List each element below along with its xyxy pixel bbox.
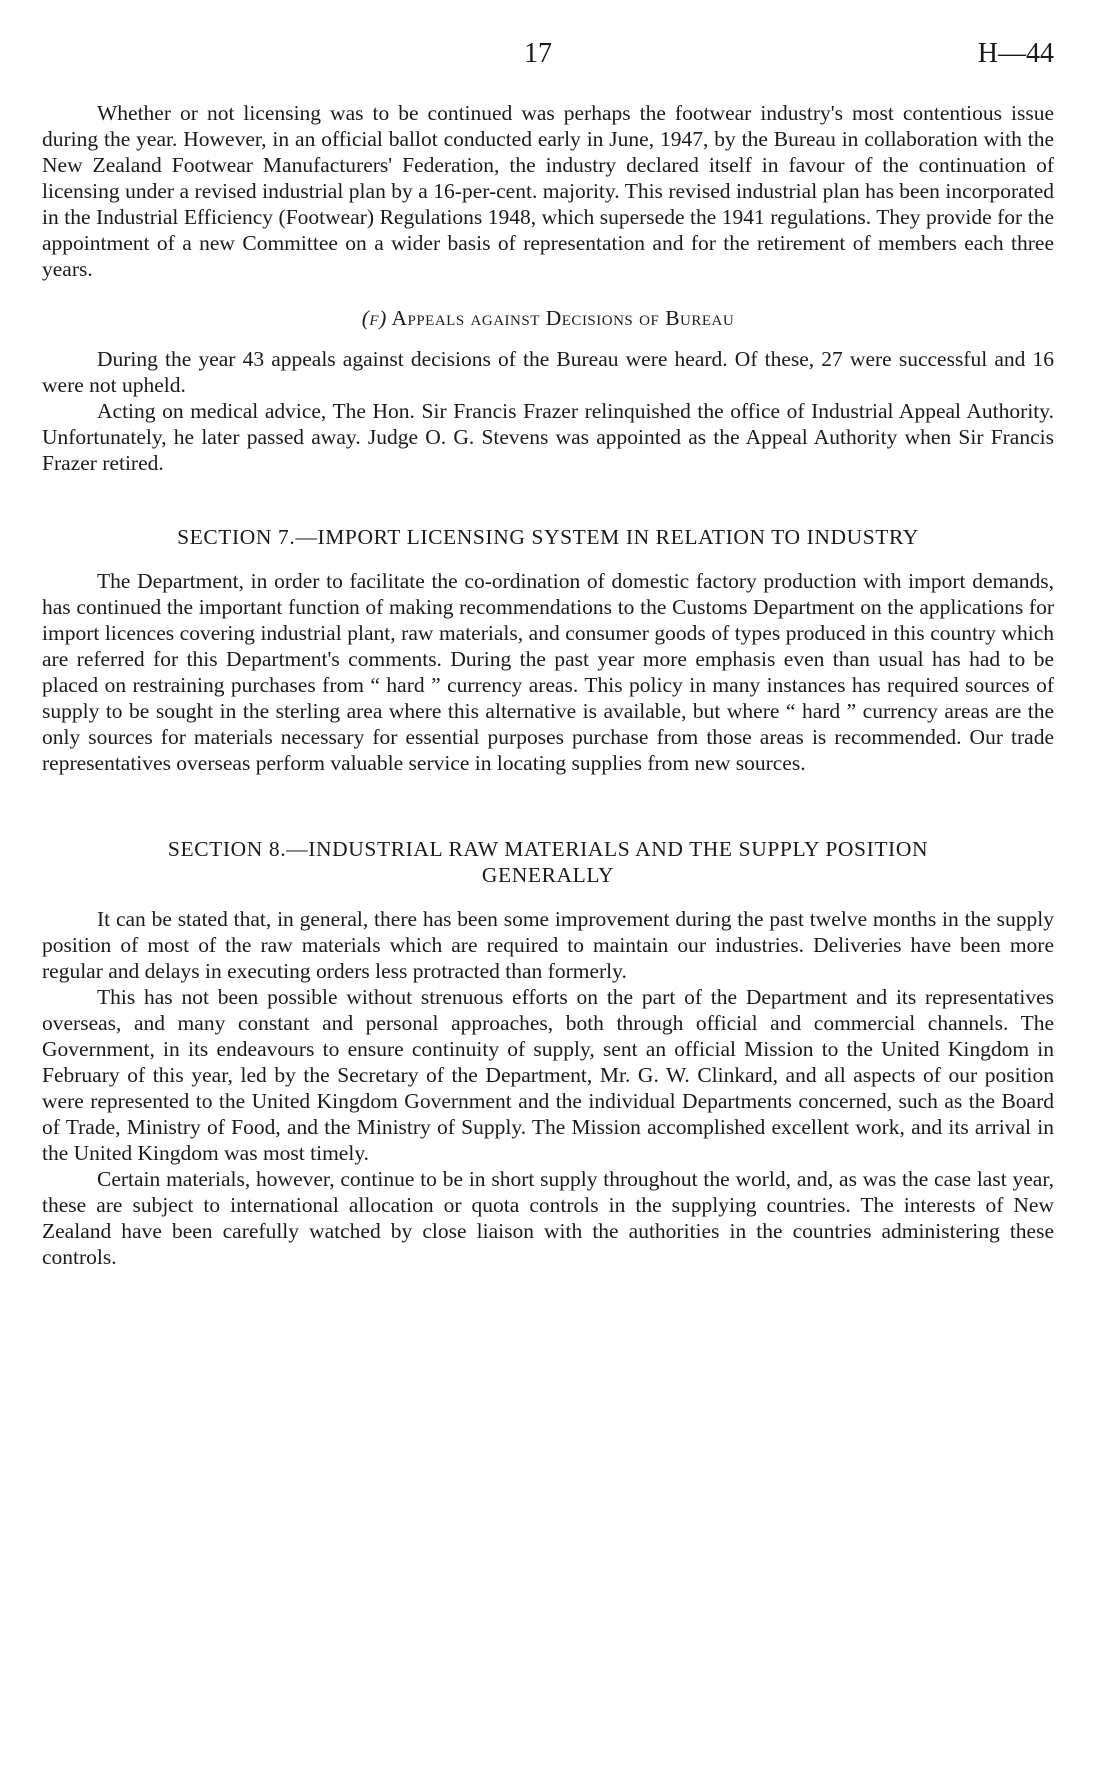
page-number: 17 (524, 38, 552, 69)
page-reference: H—44 (977, 38, 1054, 69)
page-header (42, 38, 1054, 78)
appeals-paragraph-2: Acting on medical advice, The Hon. Sir Francis Frazer relinquished the office of Industrial Appeal Authority. Unfortunately, he later passed away. Judge O. G. Stevens was appointed as the Appeal Authority when Sir Francis Frazer retired. (42, 399, 1054, 475)
section-7-heading: SECTION 7.—IMPORT LICENSING SYSTEM IN RELATION TO INDUSTRY (177, 525, 919, 549)
section-8-heading-line-2: GENERALLY (481, 863, 615, 887)
section-8-paragraph-3: Certain materials, however, continue to be in short supply throughout the world, and, as was the case last year, these are subject to international allocation or quota controls in the supplying countries. The interests of New Zealand have been carefully watched by close liaison with the authorities in the countries administering these controls. (42, 1167, 1054, 1269)
section-8-heading (42, 836, 1054, 888)
appeals-heading (42, 306, 1054, 331)
document-body (42, 100, 1054, 1270)
appeals-heading-label: (f) (361, 306, 387, 330)
section-8-paragraph-2: This has not been possible without strenuous efforts on the part of the Department and its representatives overseas, and many constant and personal approaches, both through official and commercial channels. The Government, in its endeavours to ensure continuity of supply, sent an official Mission to the United Kingdom in February of this year, led by the Secretary of the Department, Mr. G. W. Clinkard, and all aspects of our position were represented to the United Kingdom Government and the individual Departments concerned, such as the Board of Trade, Ministry of Food, and the Ministry of Supply. The Mission accomplished excellent work, and its arrival in the United Kingdom was most timely. (42, 985, 1054, 1165)
section-8-paragraph-1: It can be stated that, in general, there has been some improvement during the past twelve months in the supply position of most of the raw materials which are required to maintain our industries. Deliveries have been more regular and delays in executing orders less protracted than formerly. (42, 907, 1054, 983)
licensing-paragraph: Whether or not licensing was to be continued was perhaps the footwear industry's most contentious issue during the year. However, in an official ballot conducted early in June, 1947, by the Bureau in collaboration with the New Zealand Footwear Manufacturers' Federation, the industry declared itself in favour of the continuation of licensing under a revised industrial plan by a 16-per-cent. majority. This revised industrial plan has been incorporated in the Industrial Efficiency (Footwear) Regulations 1948, which supersede the 1941 regulations. They provide for the appointment of a new Committee on a wider basis of representation and for the retirement of members each three years. (42, 101, 1054, 281)
appeals-paragraph-1: During the year 43 appeals against decisions of the Bureau were heard. Of these, 27 were successful and 16 were not upheld. (42, 347, 1054, 397)
section-8-heading-line-1: SECTION 8.—INDUSTRIAL RAW MATERIALS AND THE SUPPLY POSITION (167, 837, 929, 861)
section-7-paragraph-1: The Department, in order to facilitate the co-ordination of domestic factory production with import demands, has continued the important function of making recommendations to the Customs Department on the applications for import licences covering industrial plant, raw materials, and consumer goods of types produced in this country which are referred for this Department's comments. During the past year more emphasis even than usual has had to be placed on restraining purchases from “ hard ” currency areas. This policy in many instances has required sources of supply to be sought in the sterling area where this alternative is available, but where “ hard ” currency areas are the only sources for materials necessary for essential purposes purchase from those areas is recommended. Our trade representatives overseas perform valuable service in locating supplies from new sources. (42, 569, 1054, 775)
appeals-heading-text: Appeals against Decisions of Bureau (391, 306, 735, 330)
